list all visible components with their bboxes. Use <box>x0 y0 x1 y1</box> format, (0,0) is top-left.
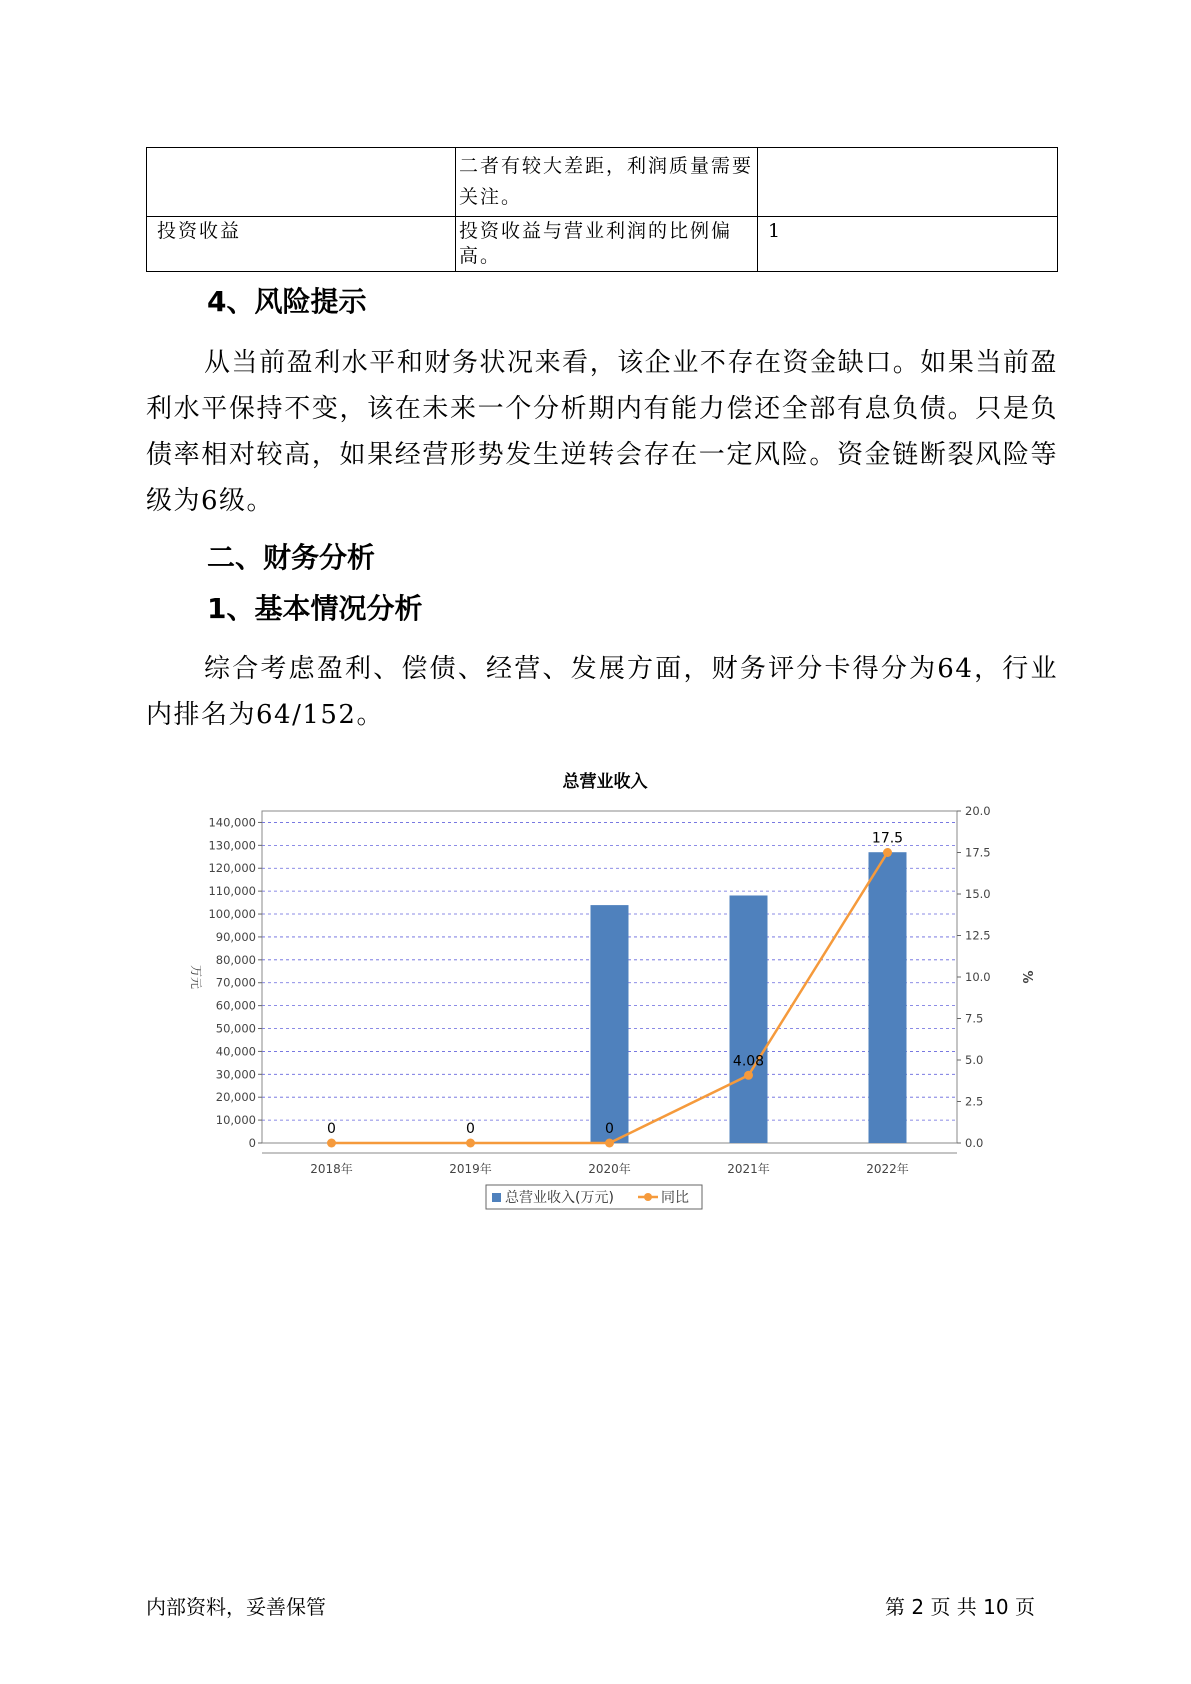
revenue-chart <box>178 764 1048 1224</box>
line-point <box>466 1139 475 1148</box>
y-tick-label: 40,000 <box>215 1044 256 1059</box>
part-heading-financial-analysis: 二、财务分析 <box>207 541 376 574</box>
x-tick-label: 2020年 <box>588 1162 631 1176</box>
y-tick-label: 90,000 <box>215 929 256 944</box>
y-tick-label: 120,000 <box>208 861 256 876</box>
paragraph-text: 综合考虑盈利、偿债、经营、发展方面，财务评分卡得分为64，行业内排名为64/152。 <box>146 654 1058 730</box>
y-axis-label: 万元 <box>189 964 203 990</box>
x-tick-label: 2018年 <box>310 1162 353 1176</box>
data-label: 17.5 <box>871 830 904 847</box>
y2-tick-label: 17.5 <box>965 845 991 860</box>
bar <box>591 905 629 1143</box>
y-tick-label: 30,000 <box>215 1067 256 1082</box>
y2-tick-label: 5.0 <box>965 1053 984 1067</box>
table-cell <box>147 148 456 217</box>
y2-tick-label: 0.0 <box>965 1136 984 1150</box>
y2-tick-label: 10.0 <box>965 970 991 984</box>
footer-page-number: 第 2 页 共 10 页 <box>885 1595 1035 1619</box>
line-point <box>744 1071 753 1080</box>
table-cell: 二者有较大差距，利润质量需要关注。 <box>456 148 758 217</box>
table-cell: 投资收益与营业利润的比例偏高。 <box>456 217 758 272</box>
y-tick-label: 110,000 <box>208 884 256 899</box>
table-row <box>147 217 1058 272</box>
x-tick-label: 2019年 <box>449 1162 492 1176</box>
data-label: 4.08 <box>732 1053 765 1070</box>
y2-tick-label: 20.0 <box>965 804 991 818</box>
data-label: 0 <box>327 1121 336 1137</box>
table-cell: 1 <box>758 217 1058 272</box>
table-cell <box>758 148 1058 217</box>
y-tick-label: 60,000 <box>215 998 256 1013</box>
bar <box>730 895 768 1143</box>
footer-confidential: 内部资料，妥善保管 <box>146 1595 326 1619</box>
y2-tick-label: 2.5 <box>965 1094 984 1109</box>
basic-analysis-paragraph <box>146 646 1058 738</box>
y-tick-label: 130,000 <box>208 838 256 853</box>
y2-tick-label: 15.0 <box>965 887 991 901</box>
data-label: 0 <box>466 1121 475 1137</box>
legend-bar-swatch <box>492 1193 501 1202</box>
risk-paragraph <box>146 340 1058 524</box>
bar <box>869 852 907 1143</box>
paragraph-text: 从当前盈利水平和财务状况来看，该企业不存在资金缺口。如果当前盈利水平保持不变，该在未来一个分析期内有能力偿还全部有息负债。只是负债率相对较高，如果经营形势发生逆转会存在一定风险。资金链断裂风险等级为6级。 <box>146 348 1058 516</box>
data-label: 0 <box>605 1121 614 1137</box>
table-cell: 投资收益 <box>147 217 456 272</box>
y-tick-label: 50,000 <box>215 1021 256 1036</box>
line-point <box>605 1139 614 1148</box>
y-tick-label: 20,000 <box>215 1090 256 1105</box>
section-heading-risk: 4、风险提示 <box>207 285 367 318</box>
y-tick-label: 140,000 <box>208 815 256 830</box>
legend-line-marker <box>644 1193 652 1201</box>
section-heading-basic-analysis: 1、基本情况分析 <box>207 592 423 625</box>
y2-axis-label: % <box>1019 970 1034 984</box>
y-tick-label: 70,000 <box>215 975 256 990</box>
y-tick-label: 100,000 <box>208 907 256 922</box>
table-row <box>147 148 1058 217</box>
x-tick-label: 2021年 <box>727 1162 770 1176</box>
x-tick-label: 2022年 <box>866 1162 909 1176</box>
analysis-table <box>146 147 1058 272</box>
legend-bar-label: 总营业收入(万元) <box>505 1190 614 1206</box>
y-tick-label: 10,000 <box>215 1113 256 1128</box>
chart-title: 总营业收入 <box>562 772 648 792</box>
y2-tick-label: 7.5 <box>965 1011 984 1026</box>
y-tick-label: 0 <box>248 1136 256 1150</box>
y2-tick-label: 12.5 <box>965 928 991 943</box>
line-point <box>883 848 892 857</box>
y-tick-label: 80,000 <box>215 952 256 967</box>
legend-line-label: 同比 <box>661 1190 689 1206</box>
line-point <box>327 1139 336 1148</box>
